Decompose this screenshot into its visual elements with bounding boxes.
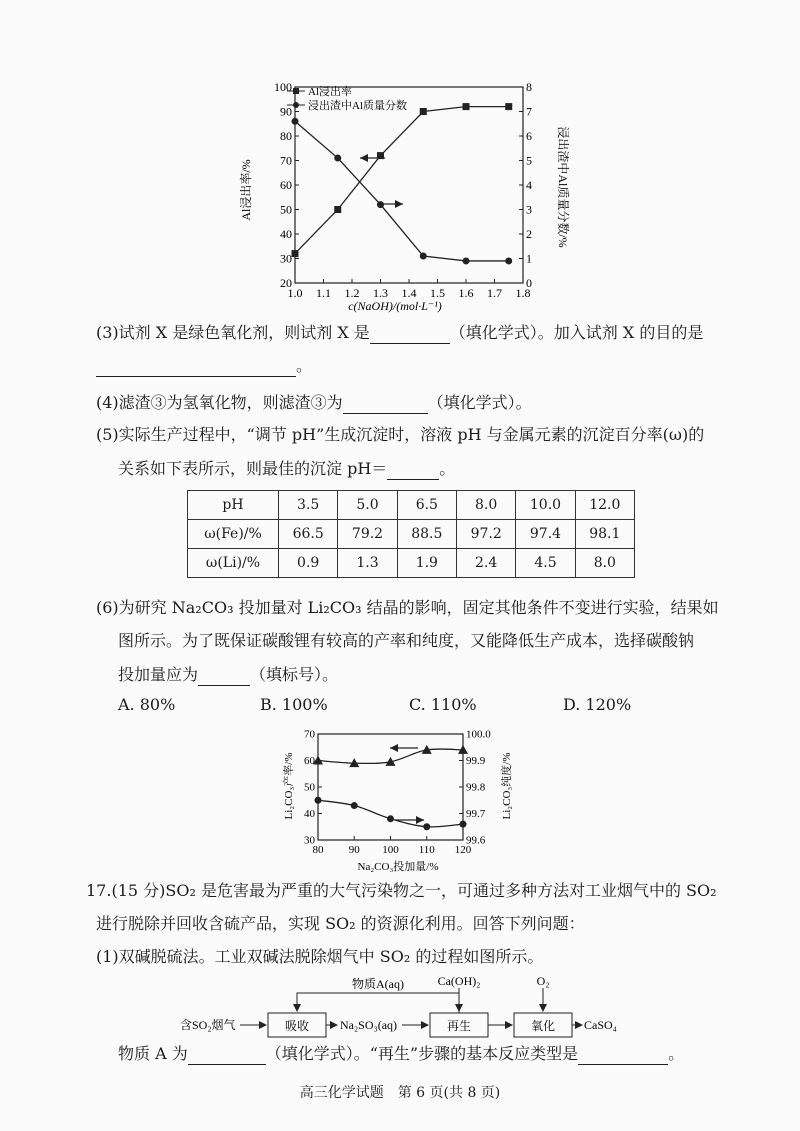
- y-right-tick-label: 3: [526, 202, 532, 217]
- plot-frame: [295, 87, 523, 283]
- q6-text-d: （填标号）。: [250, 665, 339, 684]
- legend-marker: [293, 102, 299, 108]
- y-right-tick-label: 4: [526, 178, 532, 192]
- q4-text-b: （填化学式）。: [427, 393, 532, 412]
- series-line-2: [295, 121, 509, 261]
- data-point: [334, 206, 341, 213]
- flow-input: 含SO₂烟气: [180, 1018, 236, 1032]
- q6-text-c: 投加量应为: [118, 665, 199, 684]
- y-left-tick-label: 30: [280, 251, 292, 266]
- axis-pointer-arrowhead: [390, 744, 398, 752]
- table-cell: ω(Li)/%: [188, 549, 279, 578]
- q6-option-a[interactable]: A. 80%: [118, 695, 176, 714]
- table-row: [188, 491, 635, 520]
- x-tick-label: 1.0: [287, 286, 303, 300]
- y-left-tick-label: 40: [280, 227, 292, 241]
- flow-mid: Na₂SO₃(aq): [340, 1018, 398, 1032]
- q3-text-b: （填化学式）。加入试剂 X 的目的是: [449, 323, 704, 342]
- q4-text-a: (4)滤渣③为氢氧化物，则滤渣③为: [96, 393, 343, 412]
- y-right-tick-label: 7: [526, 104, 532, 119]
- page-footer: 高三化学试题 第 6 页(共 8 页): [299, 1085, 501, 1101]
- y-left-tick-label: 20: [280, 276, 292, 290]
- q3-blank-2[interactable]: [96, 360, 296, 377]
- table-cell: 97.4: [516, 520, 575, 549]
- data-point: [292, 250, 299, 257]
- x-tick-label: 1.7: [487, 286, 502, 300]
- table-row: [188, 549, 635, 578]
- q17-text-a: 17.(15 分)SO₂ 是危害最为严重的大气污染物之一，可通过多种方法对工业烟气中的 SO₂: [86, 881, 717, 900]
- table-cell: 0.9: [279, 549, 338, 578]
- y-left-tick-label: 60: [304, 755, 315, 768]
- y-left-tick-label: 70: [280, 153, 292, 168]
- q3-text-a: (3)试剂 X 是绿色氧化剂，则试剂 X 是: [96, 323, 370, 342]
- data-point: [505, 103, 512, 110]
- q6-option-c[interactable]: C. 110%: [409, 695, 477, 714]
- c1-legend-2: 浸出渣中Al质量分数: [308, 100, 407, 112]
- c1-ylabel-left: Al浸出率/%: [239, 159, 253, 221]
- data-point: [423, 823, 430, 830]
- c2-ylabel-right: Li₂CO₃纯度/%: [501, 752, 513, 820]
- q17-text-e: （填化学式）。“再生”步骤的基本反应类型是: [265, 1044, 579, 1063]
- table-cell: pH: [188, 491, 279, 520]
- ph-table: [187, 490, 635, 578]
- plot-frame: [318, 734, 463, 840]
- table-cell: 88.5: [397, 520, 456, 549]
- y-right-tick-label: 8: [526, 80, 532, 94]
- data-point: [351, 802, 358, 809]
- q6-text-a: (6)为研究 Na₂CO₃ 投加量对 Li₂CO₃ 结晶的影响，固定其他条件不变进行实验，结果如: [96, 598, 719, 617]
- chart-li2co3: [280, 722, 520, 874]
- flow-box3-label: 氧化: [530, 1019, 556, 1033]
- x-tick-label: 1.6: [458, 286, 474, 300]
- legend-marker: [293, 88, 299, 94]
- table-cell: 97.2: [456, 520, 515, 549]
- x-tick-label: 1.8: [515, 286, 531, 300]
- q4-blank[interactable]: [343, 397, 428, 414]
- y-left-tick-label: 30: [304, 834, 315, 847]
- table-cell: ω(Fe)/%: [188, 520, 279, 549]
- x-tick-label: 1.1: [316, 286, 331, 300]
- y-left-tick-label: 50: [304, 781, 315, 794]
- y-right-tick-label: 6: [526, 129, 532, 143]
- q17-blank-1[interactable]: [188, 1048, 266, 1065]
- data-point: [463, 257, 470, 264]
- q17-text-c: (1)双碱脱硫法。工业双碱法脱除烟气中 SO₂ 的过程如图所示。: [96, 947, 544, 966]
- flow-reagent2: O₂: [536, 974, 550, 988]
- q3-blank-1[interactable]: [370, 327, 450, 344]
- table-cell: 2.4: [456, 549, 515, 578]
- x-tick-label: 1.2: [344, 286, 360, 300]
- x-tick-label: 120: [454, 844, 472, 856]
- y-right-tick-label: 99.8: [466, 781, 486, 794]
- y-right-tick-label: 100.0: [466, 728, 491, 741]
- table-cell: 1.9: [397, 549, 456, 578]
- q17-text-b: 进行脱除并回收含硫产品，实现 SO₂ 的资源化利用。回答下列问题：: [96, 914, 585, 933]
- table-cell: 1.3: [338, 549, 397, 578]
- y-left-tick-label: 80: [280, 129, 292, 143]
- y-left-tick-label: 60: [280, 178, 292, 192]
- q17-text-d: 物质 A 为: [118, 1044, 188, 1063]
- y-left-tick-label: 100: [274, 80, 292, 94]
- flow-box2-label: 再生: [446, 1019, 472, 1033]
- c1-ylabel-right: 浸出渣中Al质量分数/%: [556, 126, 570, 248]
- data-point: [460, 821, 467, 828]
- data-point: [292, 118, 299, 125]
- flow-reagent1: Ca(OH)₂: [437, 974, 481, 988]
- table-cell: 3.5: [279, 491, 338, 520]
- table-cell: 8.0: [575, 549, 634, 578]
- q5-text-a: (5)实际生产过程中，“调节 pH”生成沉淀时，溶液 pH 与金属元素的沉淀百分率(ω)的: [96, 425, 705, 444]
- flow-diagram: [180, 975, 630, 1037]
- table-cell: 10.0: [516, 491, 575, 520]
- q3-text-c: 。: [296, 356, 313, 375]
- table-cell: 98.1: [575, 520, 634, 549]
- y-left-tick-label: 70: [304, 728, 315, 741]
- table-row: [188, 520, 635, 549]
- table-cell: 66.5: [279, 520, 338, 549]
- table-cell: 4.5: [516, 549, 575, 578]
- y-right-tick-label: 0: [526, 276, 532, 290]
- q6-option-b[interactable]: B. 100%: [260, 695, 328, 714]
- flow-output: CaSO₄: [584, 1018, 617, 1032]
- y-left-tick-label: 50: [280, 202, 292, 217]
- flow-box1-label: 吸收: [284, 1019, 310, 1033]
- y-right-tick-label: 99.6: [466, 834, 486, 847]
- table-cell: 6.5: [397, 491, 456, 520]
- data-point: [420, 108, 427, 115]
- data-point: [420, 253, 427, 260]
- q6-text-b: 图所示。为了既保证碳酸锂有较高的产率和纯度，又能降低生产成本，选择碳酸钠: [118, 631, 695, 650]
- x-tick-label: 80: [312, 844, 324, 856]
- q17-blank-2[interactable]: [578, 1048, 668, 1065]
- axis-pointer-arrowhead: [395, 200, 403, 208]
- chart-al-leaching: [225, 75, 570, 315]
- data-point: [505, 257, 512, 264]
- q6-blank[interactable]: [198, 669, 250, 686]
- x-tick-label: 110: [418, 844, 435, 856]
- y-right-tick-label: 99.9: [466, 755, 486, 768]
- y-right-tick-label: 99.7: [466, 808, 486, 821]
- y-left-tick-label: 90: [280, 104, 292, 119]
- data-point: [387, 815, 394, 822]
- table-cell: 12.0: [575, 491, 634, 520]
- x-tick-label: 1.3: [373, 286, 388, 300]
- c1-legend-1: Al浸出率: [308, 86, 352, 98]
- c2-xlabel: Na₂CO₃投加量/%: [357, 861, 439, 873]
- table-cell: 8.0: [456, 491, 515, 520]
- axis-pointer-arrowhead: [416, 816, 424, 824]
- c2-ylabel-left: Li₂CO₃产率/%: [283, 752, 295, 820]
- y-right-tick-label: 2: [526, 227, 532, 241]
- y-right-tick-label: 1: [526, 251, 532, 266]
- data-point: [463, 103, 470, 110]
- table-cell: 5.0: [338, 491, 397, 520]
- q6-option-d[interactable]: D. 120%: [563, 695, 632, 714]
- data-point: [334, 155, 341, 162]
- series-line-1: [318, 800, 463, 827]
- q5-text-b: 关系如下表所示，则最佳的沉淀 pH＝: [118, 459, 388, 478]
- y-right-tick-label: 5: [526, 153, 532, 168]
- x-tick-label: 90: [348, 844, 360, 856]
- table-cell: 79.2: [338, 520, 397, 549]
- q17-text-f: 。: [668, 1044, 685, 1063]
- x-tick-label: 1.4: [401, 286, 417, 300]
- x-tick-label: 1.5: [430, 286, 445, 300]
- axis-pointer-arrowhead: [360, 154, 368, 162]
- y-left-tick-label: 40: [304, 808, 315, 821]
- data-point: [315, 797, 322, 804]
- x-tick-label: 100: [382, 844, 399, 856]
- c1-xlabel: c(NaOH)/(mol·L⁻¹): [348, 299, 442, 313]
- q5-text-c: 。: [439, 459, 456, 478]
- q5-blank[interactable]: [387, 463, 439, 480]
- data-point: [377, 201, 384, 208]
- series-line-1: [295, 107, 509, 254]
- flow-recycle: 物质A(aq): [352, 977, 404, 991]
